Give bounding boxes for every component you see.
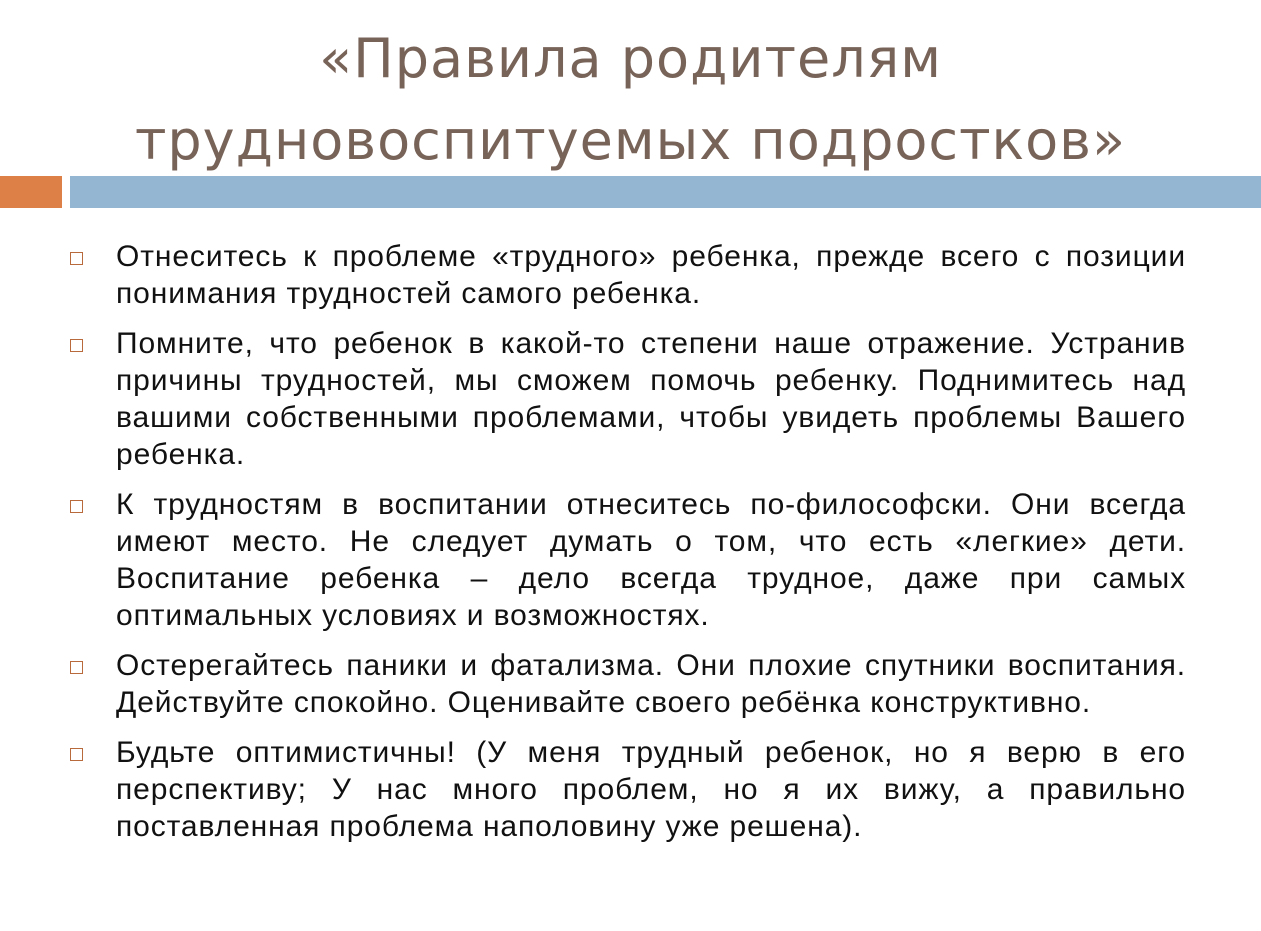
list-item: [70, 734, 1186, 845]
rules-list: [70, 238, 1186, 858]
list-item: [70, 238, 1186, 312]
square-bullet-icon: [70, 252, 83, 265]
title-line-1: «Правила родителям: [319, 27, 942, 90]
slide-title: [60, 18, 1201, 182]
square-bullet-icon: [70, 661, 83, 674]
list-item-text: Остерегайтесь паники и фатализма. Они плохие спутники воспитания. Действуйте спокойно. Оценивайте своего ребёнка конструктивно.: [116, 649, 1186, 719]
accent-bar-blue: [70, 176, 1261, 208]
title-line-2: трудновоспитуемых подростков»: [134, 109, 1127, 172]
square-bullet-icon: [70, 339, 83, 352]
list-item: [70, 486, 1186, 634]
list-item: [70, 647, 1186, 721]
square-bullet-icon: [70, 500, 83, 513]
square-bullet-icon: [70, 748, 83, 761]
list-item-text: Отнеситесь к проблеме «трудного» ребенка, прежде всего с позиции понимания трудностей самого ребенка.: [116, 240, 1186, 310]
list-item-text: Будьте оптимистичны! (У меня трудный ребенок, но я верю в его перспективу; У нас много проблем, но я их вижу, а правильно поставленная проблема наполовину уже решена).: [116, 736, 1186, 843]
list-item-text: Помните, что ребенок в какой-то степени наше отражение. Устранив причины трудностей, мы сможем помочь ребенку. Поднимитесь над вашими собственными проблемами, чтобы увидеть проблемы Вашего ребенка.: [116, 327, 1186, 471]
list-item: [70, 325, 1186, 473]
accent-bar-orange: [0, 176, 62, 208]
list-item-text: К трудностям в воспитании отнеситесь по-философски. Они всегда имеют место. Не следует думать о том, что есть «легкие» дети. Воспитание ребенка – дело всегда трудное, даже при самых оптимальных условиях и возможностях.: [116, 488, 1186, 632]
